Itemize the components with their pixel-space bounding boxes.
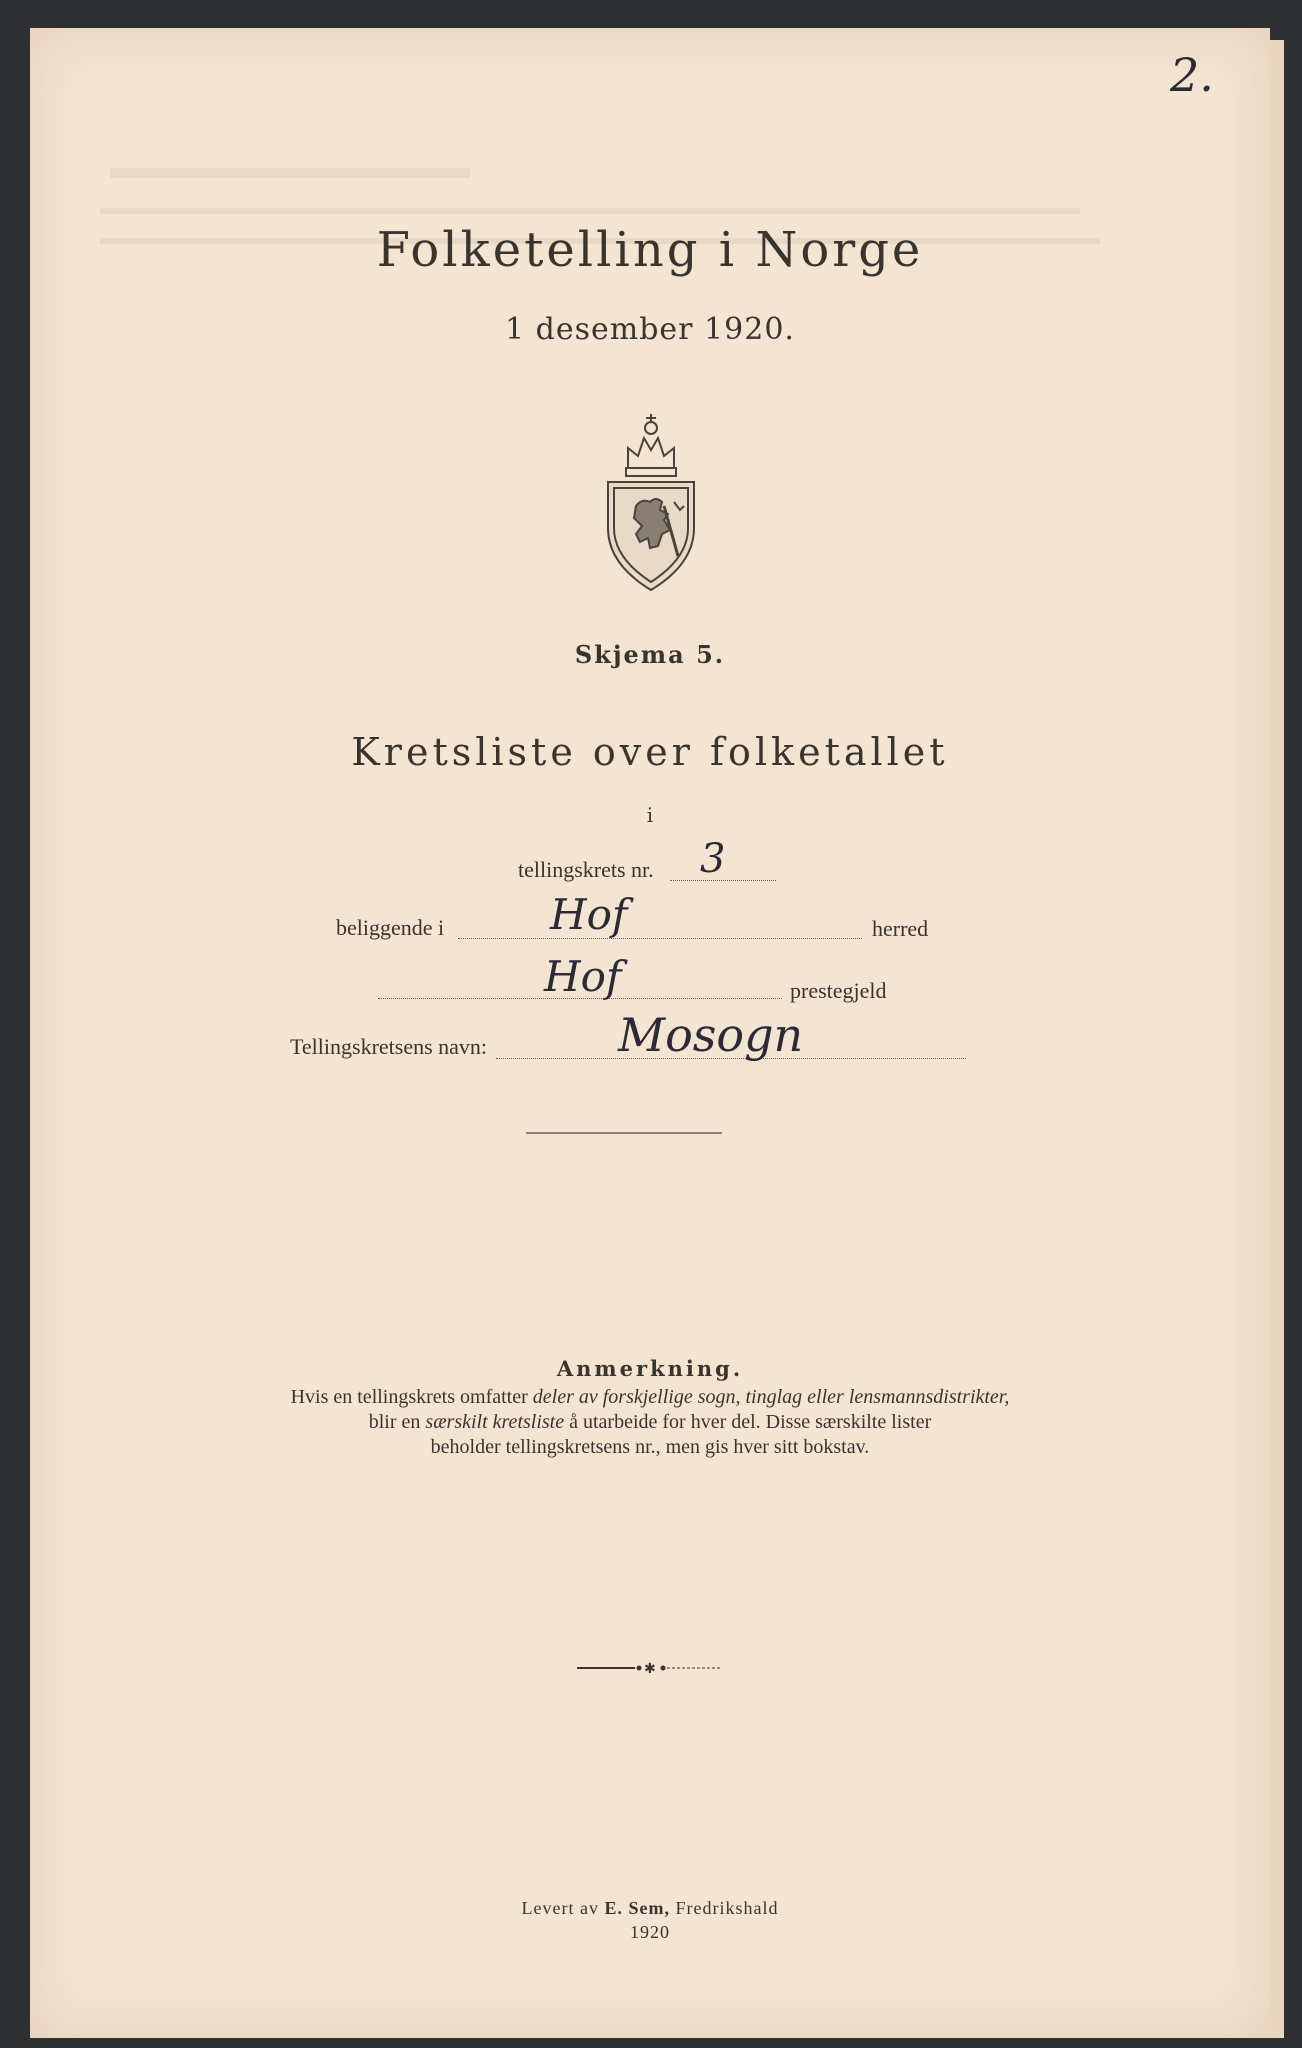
page-edge: [1270, 40, 1284, 2038]
note-heading: Anmerkning.: [556, 1356, 744, 1381]
herred-label: herred: [872, 916, 929, 941]
note-line-3: beholder tellingskretsens nr., men gis hver sitt bokstav.: [430, 1436, 870, 1458]
census-date: 1 desember 1920.: [505, 312, 795, 347]
page-title: Folketelling i Norge: [376, 222, 924, 278]
tellingskrets-label: tellingskrets nr.: [518, 857, 654, 882]
note-body: [200, 1385, 1100, 1460]
schema-label: Skjema 5.: [574, 640, 726, 669]
navn-label: Tellingskretsens navn:: [290, 1034, 488, 1059]
printer-line: Levert av E. Sem, Fredrikshald: [521, 1898, 779, 1918]
svg-text:✱: ✱: [644, 1661, 656, 1676]
beliggende-label: beliggende i: [336, 915, 445, 940]
ornament-divider-icon: [575, 1660, 725, 1676]
navn-value: Mosogn: [618, 1008, 804, 1062]
printer-year: 1920: [630, 1922, 670, 1942]
prestegjeld-label: prestegjeld: [790, 978, 887, 1003]
document-page: [30, 28, 1270, 2038]
coat-of-arms-icon: [598, 406, 704, 598]
page-number: 2.: [1170, 48, 1214, 102]
note-line-1: Hvis en tellingskrets omfatter deler av forskjellige sogn, tinglag eller lensmannsdistrikter,: [290, 1386, 1010, 1408]
beliggende-value: Hof: [550, 890, 628, 939]
beliggende-line: [458, 938, 862, 939]
tellingskrets-value: 3: [700, 836, 726, 882]
preposition-i: i: [646, 803, 654, 827]
divider-rule: [526, 1132, 722, 1134]
prestegjeld-value: Hof: [544, 952, 622, 1001]
note-line-2: blir en særskilt kretsliste å utarbeide for hver del. Disse særskilte lister: [368, 1411, 932, 1433]
form-subtitle: Kretsliste over folketallet: [351, 730, 949, 774]
